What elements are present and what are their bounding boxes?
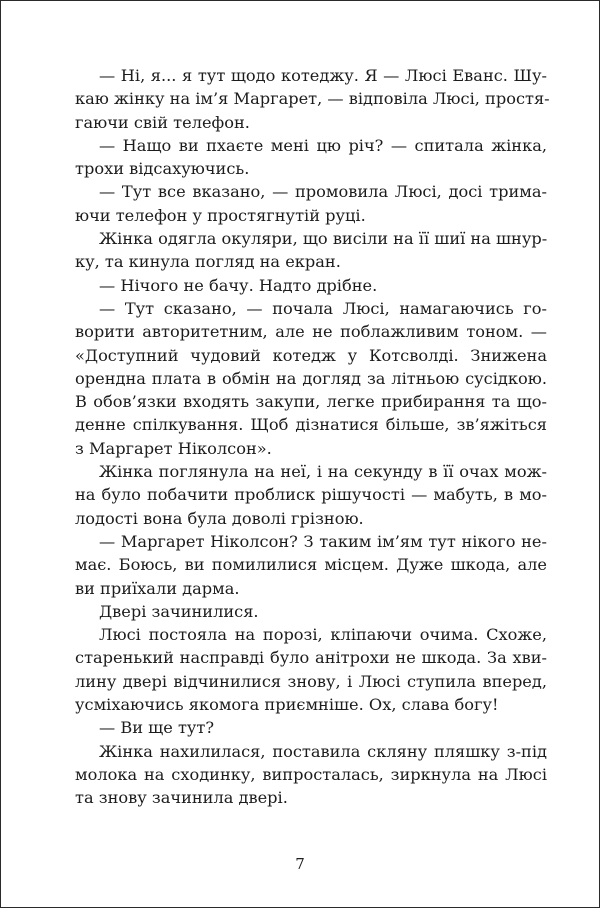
text-line: гаючи свій телефон.	[75, 112, 250, 132]
text-line: — Ви ще тут?	[99, 718, 215, 738]
text-line: — Нащо ви пхаєте мені цю річ? — спитала жінка,	[99, 135, 547, 155]
page-number: 7	[295, 855, 305, 873]
text-line: — Нічого не бачу. Надто дрібне.	[99, 275, 378, 295]
text-line: та знову зачинила двері.	[75, 788, 288, 808]
text-line: з Маргарет Ніколсон».	[75, 438, 272, 458]
text-line: усміхаючись якомога приємніше. Ох, слава богу!	[75, 695, 499, 715]
text-line: «Доступний чудовий котедж у Котсволді. Знижена	[75, 345, 547, 365]
text-line: старенький насправді було анітрохи не шкода. За хви-	[75, 648, 547, 668]
text-line: Жінка нахилилася, поставила скляну пляшку з-під	[99, 741, 547, 761]
text-line: на було побачити проблиск рішучості — мабуть, в мо-	[75, 485, 547, 505]
text-line: ючи телефон у простягнутій руці.	[75, 205, 366, 225]
text-line: В обов’язки входять закупи, легке прибирання та що-	[75, 392, 547, 412]
text-line: має. Боюсь, ви помилилися місцем. Дуже шкода, але	[75, 555, 547, 575]
text-line: ку, та кинула погляд на екран.	[75, 252, 341, 272]
page-body-text	[75, 64, 550, 810]
text-line: орендна плата в обмін на догляд за літньою сусідкою.	[75, 368, 547, 388]
text-line: ворити авторитетним, але не поблажливим тоном. —	[75, 322, 547, 342]
text-line: Люсі постояла на порозі, кліпаючи очима. Схоже,	[99, 625, 547, 645]
text-line: Жінка одягла окуляри, що висіли на її шиї на шнур-	[99, 229, 548, 249]
text-line: трохи відсахуючись.	[75, 159, 250, 179]
text-line: каю жінку на ім’я Маргарет, — відповіла Люсі, простя-	[75, 89, 550, 109]
text-line: Двері зачинилися.	[99, 601, 259, 621]
text-line: — Тут все вказано, — промовила Люсі, досі трима-	[99, 182, 547, 202]
text-line: ви приїхали дарма.	[75, 578, 240, 598]
text-line: денне спілкування. Щоб дізнатися більше, зв’яжіться	[75, 415, 547, 435]
text-line: лину двері відчинилися знову, і Люсі ступила вперед,	[75, 671, 547, 691]
text-line: Жінка поглянула на неї, і на секунду в її очах мож-	[99, 462, 547, 482]
text-line: молока на сходинку, випросталась, зиркнула на Люсі	[75, 764, 547, 784]
text-line: — Тут сказано, — почала Люсі, намагаючись го-	[99, 298, 547, 318]
text-line: лодості вона була доволі грізною.	[75, 508, 364, 528]
text-line: — Ні, я... я тут щодо котеджу. Я — Люсі Еванс. Шу-	[99, 66, 547, 85]
text-line: — Маргарет Ніколсон? З таким ім’ям тут нікого не-	[99, 531, 547, 551]
